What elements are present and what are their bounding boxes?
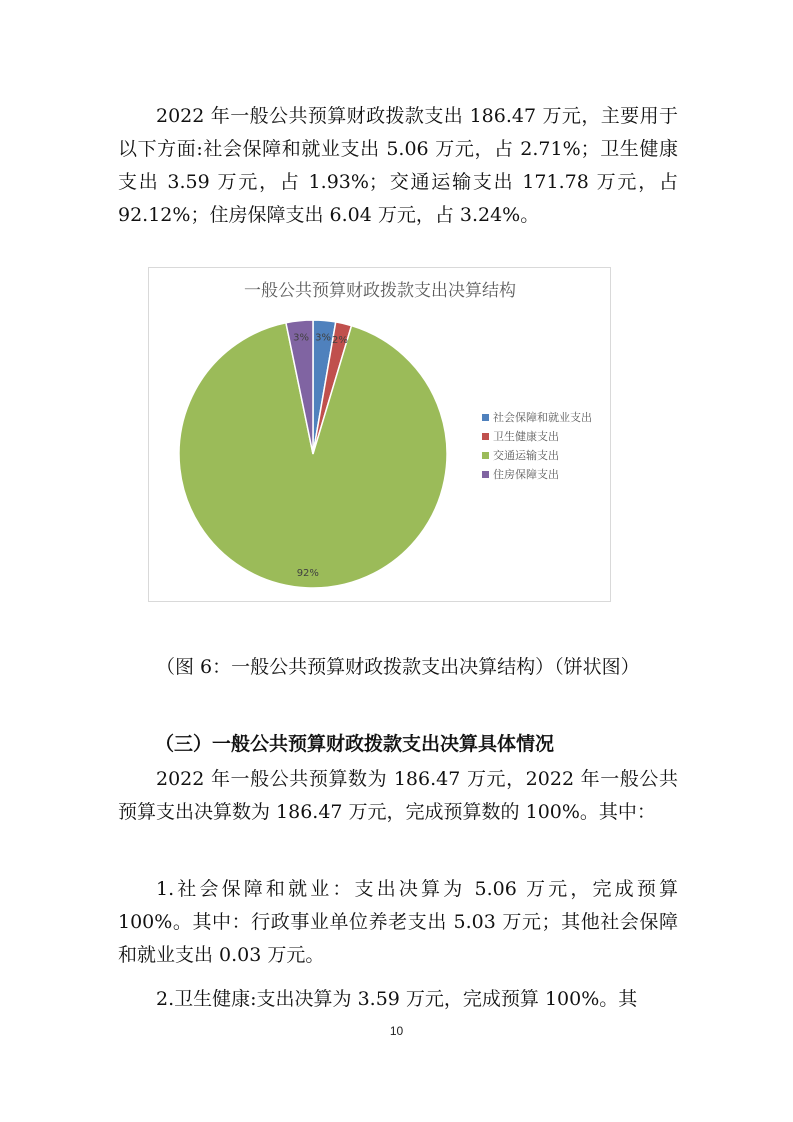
legend-label: 社会保障和就业支出 — [493, 411, 592, 424]
legend-label: 卫生健康支出 — [493, 430, 559, 443]
legend-swatch — [482, 433, 489, 440]
slice-data-label: 2% — [332, 335, 348, 347]
slice-data-label: 92% — [296, 567, 319, 579]
section-paragraph-1: 2022 年一般公共预算数为 186.47 万元，2022 年一般公共预算支出决算数为 186.47 万元，完成预算数的 100%。其中： — [118, 768, 678, 823]
slice-data-label: 3% — [293, 332, 309, 344]
page-number: 10 — [389, 1024, 404, 1038]
figure-caption: （图 6：一般公共预算财政拨款支出决算结构）（饼状图） — [156, 656, 640, 678]
legend-swatch — [482, 414, 489, 421]
legend-label: 交通运输支出 — [493, 449, 559, 462]
chart-title: 一般公共预算财政拨款支出决算结构 — [244, 281, 516, 301]
section-heading: （三）一般公共预算财政拨款支出决算具体情况 — [155, 733, 555, 755]
pie-chart-svg — [149, 268, 610, 601]
intro-paragraph: 2022 年一般公共预算财政拨款支出 186.47 万元，主要用于以下方面:社会保障和就业支出 5.06 万元，占 2.71%；卫生健康支出 3.59 万元，占 1.93%；交通运输支出 171.78 万元，占 92.12%；住房保障支出 6.04 万元，占 3.24%。 — [118, 105, 678, 226]
legend-label: 住房保障支出 — [493, 468, 559, 481]
pie-chart — [148, 267, 611, 602]
legend-swatch — [482, 452, 489, 459]
legend-swatch — [482, 471, 489, 478]
section-paragraph-2: 1.社会保障和就业：支出决算为 5.06 万元，完成预算 100%。其中：行政事业单位养老支出 5.03 万元；其他社会保障和就业支出 0.03 万元。 — [118, 878, 678, 966]
section-paragraph-3: 2.卫生健康:支出决算为 3.59 万元，完成预算 100%。其 — [156, 988, 638, 1010]
slice-data-label: 3% — [315, 332, 331, 344]
